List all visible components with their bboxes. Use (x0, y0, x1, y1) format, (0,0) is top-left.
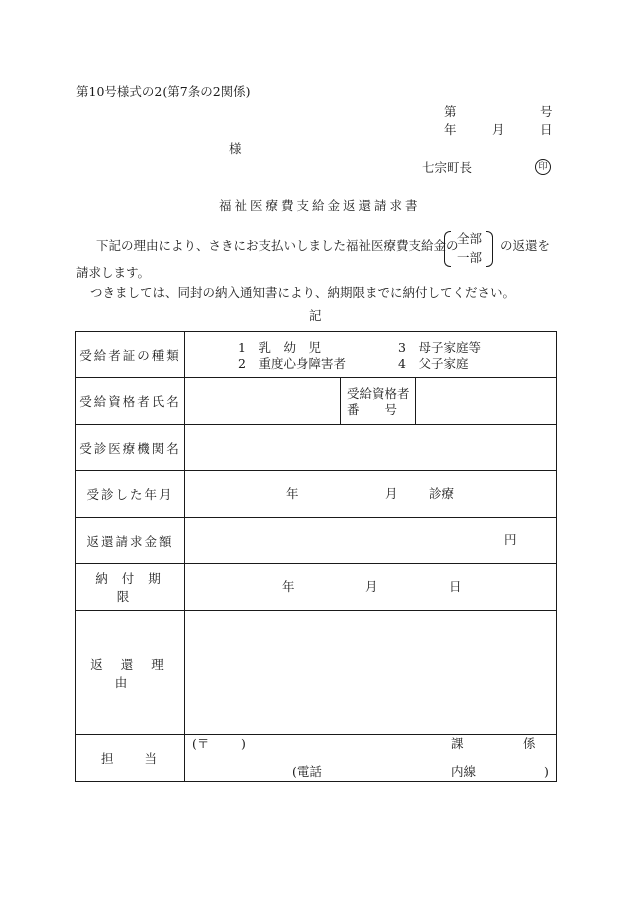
intro-line-1: 下記の理由により、さきにお支払いしました福祉医療費支給金の (96, 238, 459, 253)
recipient-number-field[interactable] (415, 378, 557, 424)
row-deadline (76, 564, 557, 611)
right-bracket (486, 231, 493, 267)
reason-field[interactable] (185, 611, 557, 735)
recipient-name-label: 受給資格者氏名 (76, 378, 185, 425)
section-label: 課 (451, 736, 464, 751)
institution-label: 受診医療機関名 (76, 425, 185, 471)
contact-field[interactable] (185, 735, 557, 782)
recipient-number-label-cell (340, 378, 416, 424)
choice-all: 全部 (457, 231, 483, 246)
row-amount (76, 518, 557, 564)
row-reason (76, 611, 557, 735)
visit-month-field[interactable] (185, 471, 557, 518)
intro-line-1-end: の返還を (500, 238, 551, 253)
request-form-table (75, 331, 557, 782)
deadline-label: 納付期限 (76, 564, 185, 611)
document-date-line (444, 122, 553, 137)
amount-label: 返還請求金額 (76, 518, 185, 564)
type-option-2[interactable]: 2 重度心身障害者 (238, 356, 346, 371)
date-day: 日 (540, 122, 553, 137)
institution-field[interactable] (185, 425, 557, 471)
document-number-line (444, 104, 553, 119)
visit-month-label: 受診した年月 (76, 471, 185, 518)
ki-heading: 記 (309, 308, 322, 323)
intro-line-3: つきましては、同封の納入通知書により、納期限までに納付してください。 (90, 285, 516, 300)
row-contact (76, 735, 557, 782)
phone-close: ) (544, 764, 549, 779)
row-recipient (76, 378, 557, 425)
reason-label: 返還理由 (76, 611, 185, 735)
visit-suffix: 診療 (429, 486, 455, 501)
addressee-suffix: 様 (229, 141, 242, 156)
deadline-month: 月 (365, 579, 378, 594)
intro-line-2: 請求します。 (76, 265, 151, 280)
type-option-1[interactable]: 1 乳 幼 児 (238, 340, 321, 355)
certificate-type-label: 受給者証の種類 (76, 332, 185, 378)
seal-mark: 印 (535, 159, 551, 175)
document-title: 福祉医療費支給金返還請求書 (219, 198, 421, 213)
type-option-4[interactable]: 4 父子家庭 (398, 356, 469, 371)
postal-close: ) (241, 736, 246, 751)
left-bracket (444, 231, 451, 267)
amount-unit: 円 (504, 532, 517, 547)
deadline-year: 年 (282, 579, 295, 594)
visit-year: 年 (286, 486, 299, 501)
row-certificate-type (76, 332, 557, 378)
staff-label: 係 (523, 736, 536, 751)
number-prefix: 第 (444, 104, 457, 119)
recipient-number-label-2: 番 号 (347, 402, 398, 417)
issuer-name: 七宗町長 (422, 160, 473, 175)
row-institution (76, 425, 557, 471)
extension-label: 内線 (451, 764, 477, 779)
deadline-day: 日 (449, 579, 462, 594)
choice-part: 一部 (457, 250, 483, 265)
deadline-field[interactable] (185, 564, 557, 611)
contact-label: 担 当 (76, 735, 185, 782)
recipient-name-field[interactable] (185, 378, 340, 424)
date-year: 年 (444, 122, 457, 137)
recipient-number-label-1: 受給資格者 (347, 386, 410, 401)
phone-label: (電話 (292, 764, 322, 779)
form-number-label: 第10号様式の2(第7条の2関係) (76, 84, 251, 99)
postal-open: (〒 (192, 736, 210, 751)
certificate-type-cell[interactable] (185, 332, 557, 378)
amount-field[interactable] (185, 518, 557, 564)
date-month: 月 (492, 122, 505, 137)
recipient-cell (185, 378, 557, 425)
visit-month: 月 (385, 486, 398, 501)
number-suffix: 号 (540, 104, 553, 119)
type-option-3[interactable]: 3 母子家庭等 (398, 340, 481, 355)
row-visit-month (76, 471, 557, 518)
